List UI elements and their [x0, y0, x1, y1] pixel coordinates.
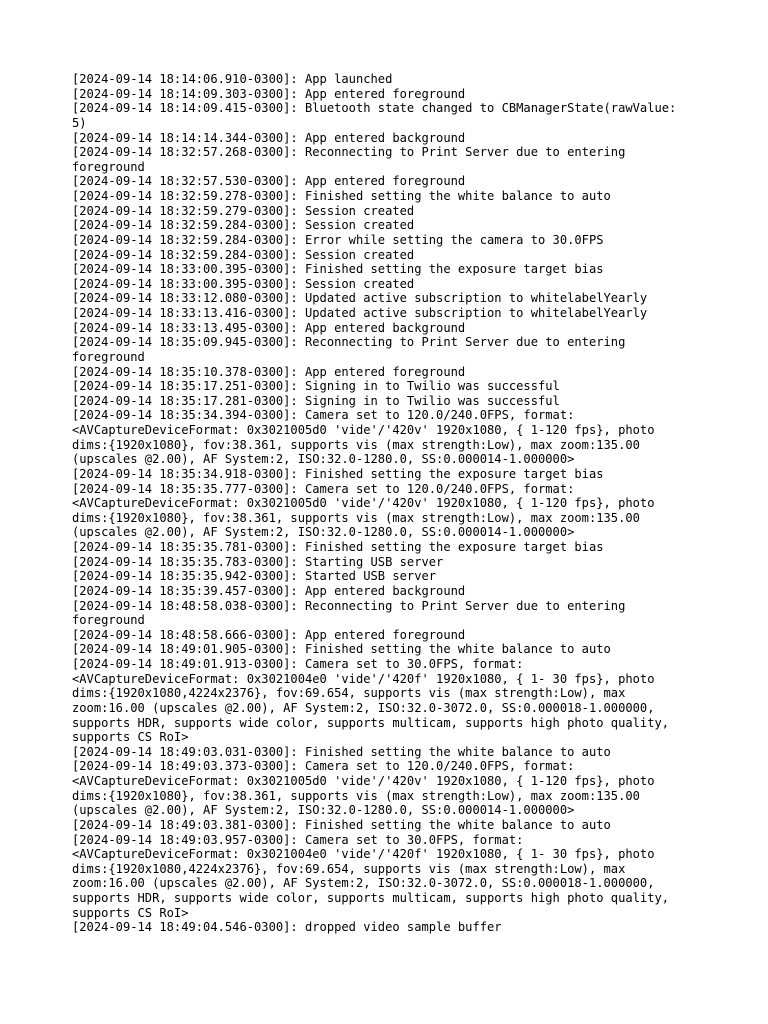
- log-entry: [2024-09-14 18:35:34.918-0300]: Finished setting the exposure target bias: [72, 466, 604, 481]
- log-entry: [2024-09-14 18:35:17.251-0300]: Signing in to Twilio was successful: [72, 379, 560, 394]
- log-entry: [2024-09-14 18:49:01.913-0300]: Camera set to 30.0FPS, format: <AVCaptureDeviceFormat: 0x3021004e0 'vide'/'420f' 1920x1080, { 1- 30 fps}, photo dims:{1920x1080,4224x2376}, fov:69.654, supports vis (max strength:Low), max zoom:16.00 (upscales @2.00), AF System:2, ISO:32.0-3072.0, SS:0.000018-1.000000, supports HDR, supports wide color, supports multicam, supports high photo quality, supports CS RoI>: [72, 657, 670, 745]
- log-entry: [2024-09-14 18:32:59.284-0300]: Session created: [72, 247, 415, 262]
- log-entry: [2024-09-14 18:33:12.080-0300]: Updated active subscription to whitelabelYearly: [72, 291, 648, 306]
- log-entry: [2024-09-14 18:33:00.395-0300]: Finished setting the exposure target bias: [72, 262, 604, 277]
- log-entry: [2024-09-14 18:32:59.284-0300]: Session created: [72, 218, 415, 233]
- log-entry: [2024-09-14 18:35:09.945-0300]: Reconnecting to Print Server due to entering foreground: [72, 335, 626, 364]
- log-entry: [2024-09-14 18:49:04.546-0300]: dropped video sample buffer: [72, 920, 502, 935]
- log-entry: [2024-09-14 18:35:35.777-0300]: Camera set to 120.0/240.0FPS, format: <AVCaptureDeviceFormat: 0x3021005d0 'vide'/'420v' 1920x1080, { 1-120 fps}, photo dims:{1920x1080}, fov:38.361, supports vis (max strength:Low), max zoom:135.00 (upscales @2.00), AF System:2, ISO:32.0-1280.0, SS:0.000014-1.000000>: [72, 481, 655, 540]
- log-page: [72, 72, 702, 935]
- log-entry: [2024-09-14 18:35:10.378-0300]: App entered foreground: [72, 364, 466, 379]
- log-entry: [2024-09-14 18:32:57.268-0300]: Reconnecting to Print Server due to entering foreground: [72, 145, 626, 174]
- log-entry: [2024-09-14 18:48:58.038-0300]: Reconnecting to Print Server due to entering foreground: [72, 598, 626, 628]
- log-entry: [2024-09-14 18:48:58.666-0300]: App entered foreground: [72, 627, 466, 642]
- log-entry: [2024-09-14 18:32:59.284-0300]: Error while setting the camera to 30.0FPS: [72, 232, 604, 247]
- log-entry: [2024-09-14 18:49:03.957-0300]: Camera set to 30.0FPS, format: <AVCaptureDeviceFormat: 0x3021004e0 'vide'/'420f' 1920x1080, { 1- 30 fps}, photo dims:{1920x1080,4224x2376}, fov:69.654, supports vis (max strength:Low), max zoom:16.00 (upscales @2.00), AF System:2, ISO:32.0-3072.0, SS:0.000018-1.000000, supports HDR, supports wide color, supports multicam, supports high photo quality, supports CS RoI>: [72, 832, 670, 920]
- log-entry: [2024-09-14 18:35:17.281-0300]: Signing in to Twilio was successful: [72, 393, 560, 408]
- log-entry: [2024-09-14 18:32:59.278-0300]: Finished setting the white balance to auto: [72, 189, 611, 203]
- log-entry: [2024-09-14 18:14:09.303-0300]: App entered foreground: [72, 86, 466, 101]
- log-text: [72, 72, 702, 935]
- log-entry: [2024-09-14 18:35:34.394-0300]: Camera set to 120.0/240.0FPS, format: <AVCaptureDeviceFormat: 0x3021005d0 'vide'/'420v' 1920x1080, { 1-120 fps}, photo dims:{1920x1080}, fov:38.361, supports vis (max strength:Low), max zoom:135.00 (upscales @2.00), AF System:2, ISO:32.0-1280.0, SS:0.000014-1.000000>: [72, 408, 655, 467]
- log-entry: [2024-09-14 18:49:03.373-0300]: Camera set to 120.0/240.0FPS, format: <AVCaptureDeviceFormat: 0x3021005d0 'vide'/'420v' 1920x1080, { 1-120 fps}, photo dims:{1920x1080}, fov:38.361, supports vis (max strength:Low), max zoom:135.00 (upscales @2.00), AF System:2, ISO:32.0-1280.0, SS:0.000014-1.000000>: [72, 759, 655, 818]
- log-entry: [2024-09-14 18:32:59.279-0300]: Session created: [72, 203, 415, 218]
- log-entry: [2024-09-14 18:14:14.344-0300]: App entered background: [72, 130, 466, 145]
- log-entry: [2024-09-14 18:49:01.905-0300]: Finished setting the white balance to auto: [72, 642, 611, 657]
- log-entry: [2024-09-14 18:49:03.031-0300]: Finished setting the white balance to auto: [72, 744, 611, 759]
- log-entry: [2024-09-14 18:35:35.781-0300]: Finished setting the exposure target bias: [72, 540, 604, 554]
- log-entry: [2024-09-14 18:35:35.783-0300]: Starting USB server: [72, 554, 444, 569]
- log-entry: [2024-09-14 18:33:13.495-0300]: App entered background: [72, 320, 466, 335]
- log-entry: [2024-09-14 18:35:35.942-0300]: Started USB server: [72, 569, 437, 584]
- log-entry: [2024-09-14 18:35:39.457-0300]: App entered background: [72, 583, 466, 598]
- log-entry: [2024-09-14 18:32:57.530-0300]: App entered foreground: [72, 174, 466, 189]
- log-entry: [2024-09-14 18:14:06.910-0300]: App launched: [72, 72, 393, 86]
- log-entry: [2024-09-14 18:14:09.415-0300]: Bluetooth state changed to CBManagerState(rawValue: 5): [72, 101, 677, 130]
- log-entry: [2024-09-14 18:33:00.395-0300]: Session created: [72, 276, 415, 291]
- log-entry: [2024-09-14 18:33:13.416-0300]: Updated active subscription to whitelabelYearly: [72, 306, 648, 320]
- log-entry: [2024-09-14 18:49:03.381-0300]: Finished setting the white balance to auto: [72, 817, 611, 832]
